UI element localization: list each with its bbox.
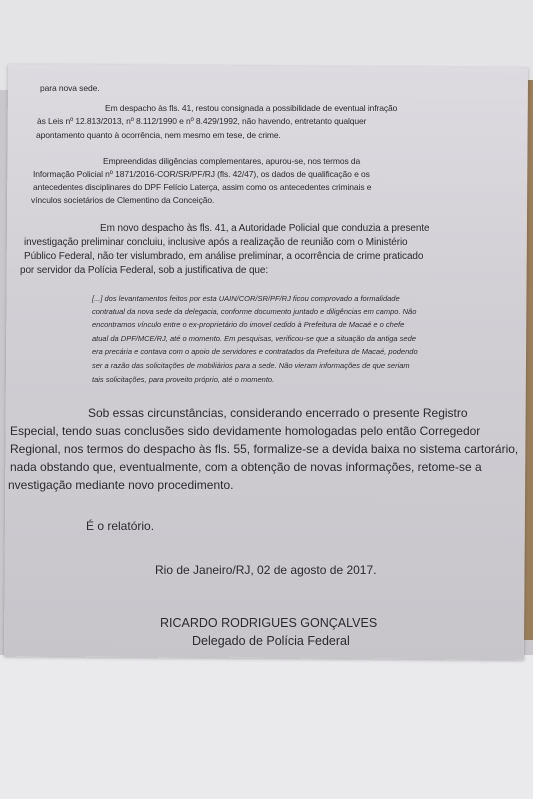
text-line: por servidor da Polícia Federal, sob a justificativa de que: bbox=[20, 265, 269, 276]
text-line: apontamento quanto à ocorrência, nem mesmo em tese, de crime. bbox=[36, 130, 281, 140]
closing-text: É o relatório. bbox=[86, 519, 155, 533]
quote-line: [...] dos levantamentos feitos por esta UAIN/COR/SR/PF/RJ ficou comprovado a formalidade bbox=[92, 294, 400, 303]
text-line: Em despacho às fls. 41, restou consignada a possibilidade de eventual infração bbox=[105, 103, 398, 113]
text-line: Empreendidas diligências complementares, apurou-se, nos termos da bbox=[103, 156, 361, 166]
text-line: Especial, tendo suas conclusões sido devidamente homologadas pelo então Corregedor bbox=[10, 424, 481, 438]
text-line: para nova sede. bbox=[40, 83, 100, 93]
quote-line: encontramos vínculo entre o ex-proprietário do imovel cedido à Prefeitura de Macaé e o chefe bbox=[92, 320, 405, 329]
signatory-name: RICARDO RODRIGUES GONÇALVES bbox=[160, 616, 378, 630]
text-line: vínculos societários de Clementino da Conceição. bbox=[31, 195, 215, 205]
quote-line: atual da DPF/MCE/RJ, até o momento. Em pesquisas, verificou-se que a situação da antiga sede bbox=[92, 334, 416, 343]
signatory-title: Delegado de Polícia Federal bbox=[192, 634, 350, 648]
text-line: antecedentes disciplinares do DPF Felício Laterça, assim como os antecedentes criminais e bbox=[33, 182, 372, 192]
text-line: Regional, nos termos do despacho às fls. 55, formalize-se a devida baixa no sistema cartorário, bbox=[10, 442, 519, 456]
text-line: Público Federal, não ter vislumbrado, em análise preliminar, a ocorrência de crime praticado bbox=[24, 251, 424, 262]
text-line: Informação Policial nº 1871/2016-COR/SR/PF/RJ (fls. 42/47), os dados de qualificação e os bbox=[33, 169, 370, 179]
text-line: às Leis nº 12.813/2013, nº 8.112/1990 e nº 8.429/1992, não havendo, entretanto qualquer bbox=[37, 116, 367, 126]
quote-line: contratual da nova sede da delegacia, conforme documento juntado e diligências em campo. Não bbox=[92, 307, 417, 316]
place-date: Rio de Janeiro/RJ, 02 de agosto de 2017. bbox=[155, 563, 377, 577]
text-line: nada obstando que, eventualmente, com a obtenção de novas informações, retome-se a bbox=[10, 460, 482, 474]
quote-line: era precária e contava com o apoio de servidores e contratados da Prefeitura de Macaé, podendo bbox=[92, 347, 418, 356]
text-line: investigação preliminar concluiu, inclusive após a realização de reunião com o Ministério bbox=[24, 237, 408, 248]
text-line: nvestigação mediante novo procedimento. bbox=[8, 478, 234, 492]
text-line: Em novo despacho às fls. 41, a Autoridade Policial que conduzia a presente bbox=[100, 223, 430, 234]
quote-line: tais solicitações, para proveito próprio, até o momento. bbox=[92, 375, 275, 384]
quote-line: ser a razão das solicitações de mobiliários para a sede. Não vieram informações de que seriam bbox=[92, 361, 410, 370]
text-line: Sob essas circunstâncias, considerando encerrado o presente Registro bbox=[88, 406, 468, 420]
